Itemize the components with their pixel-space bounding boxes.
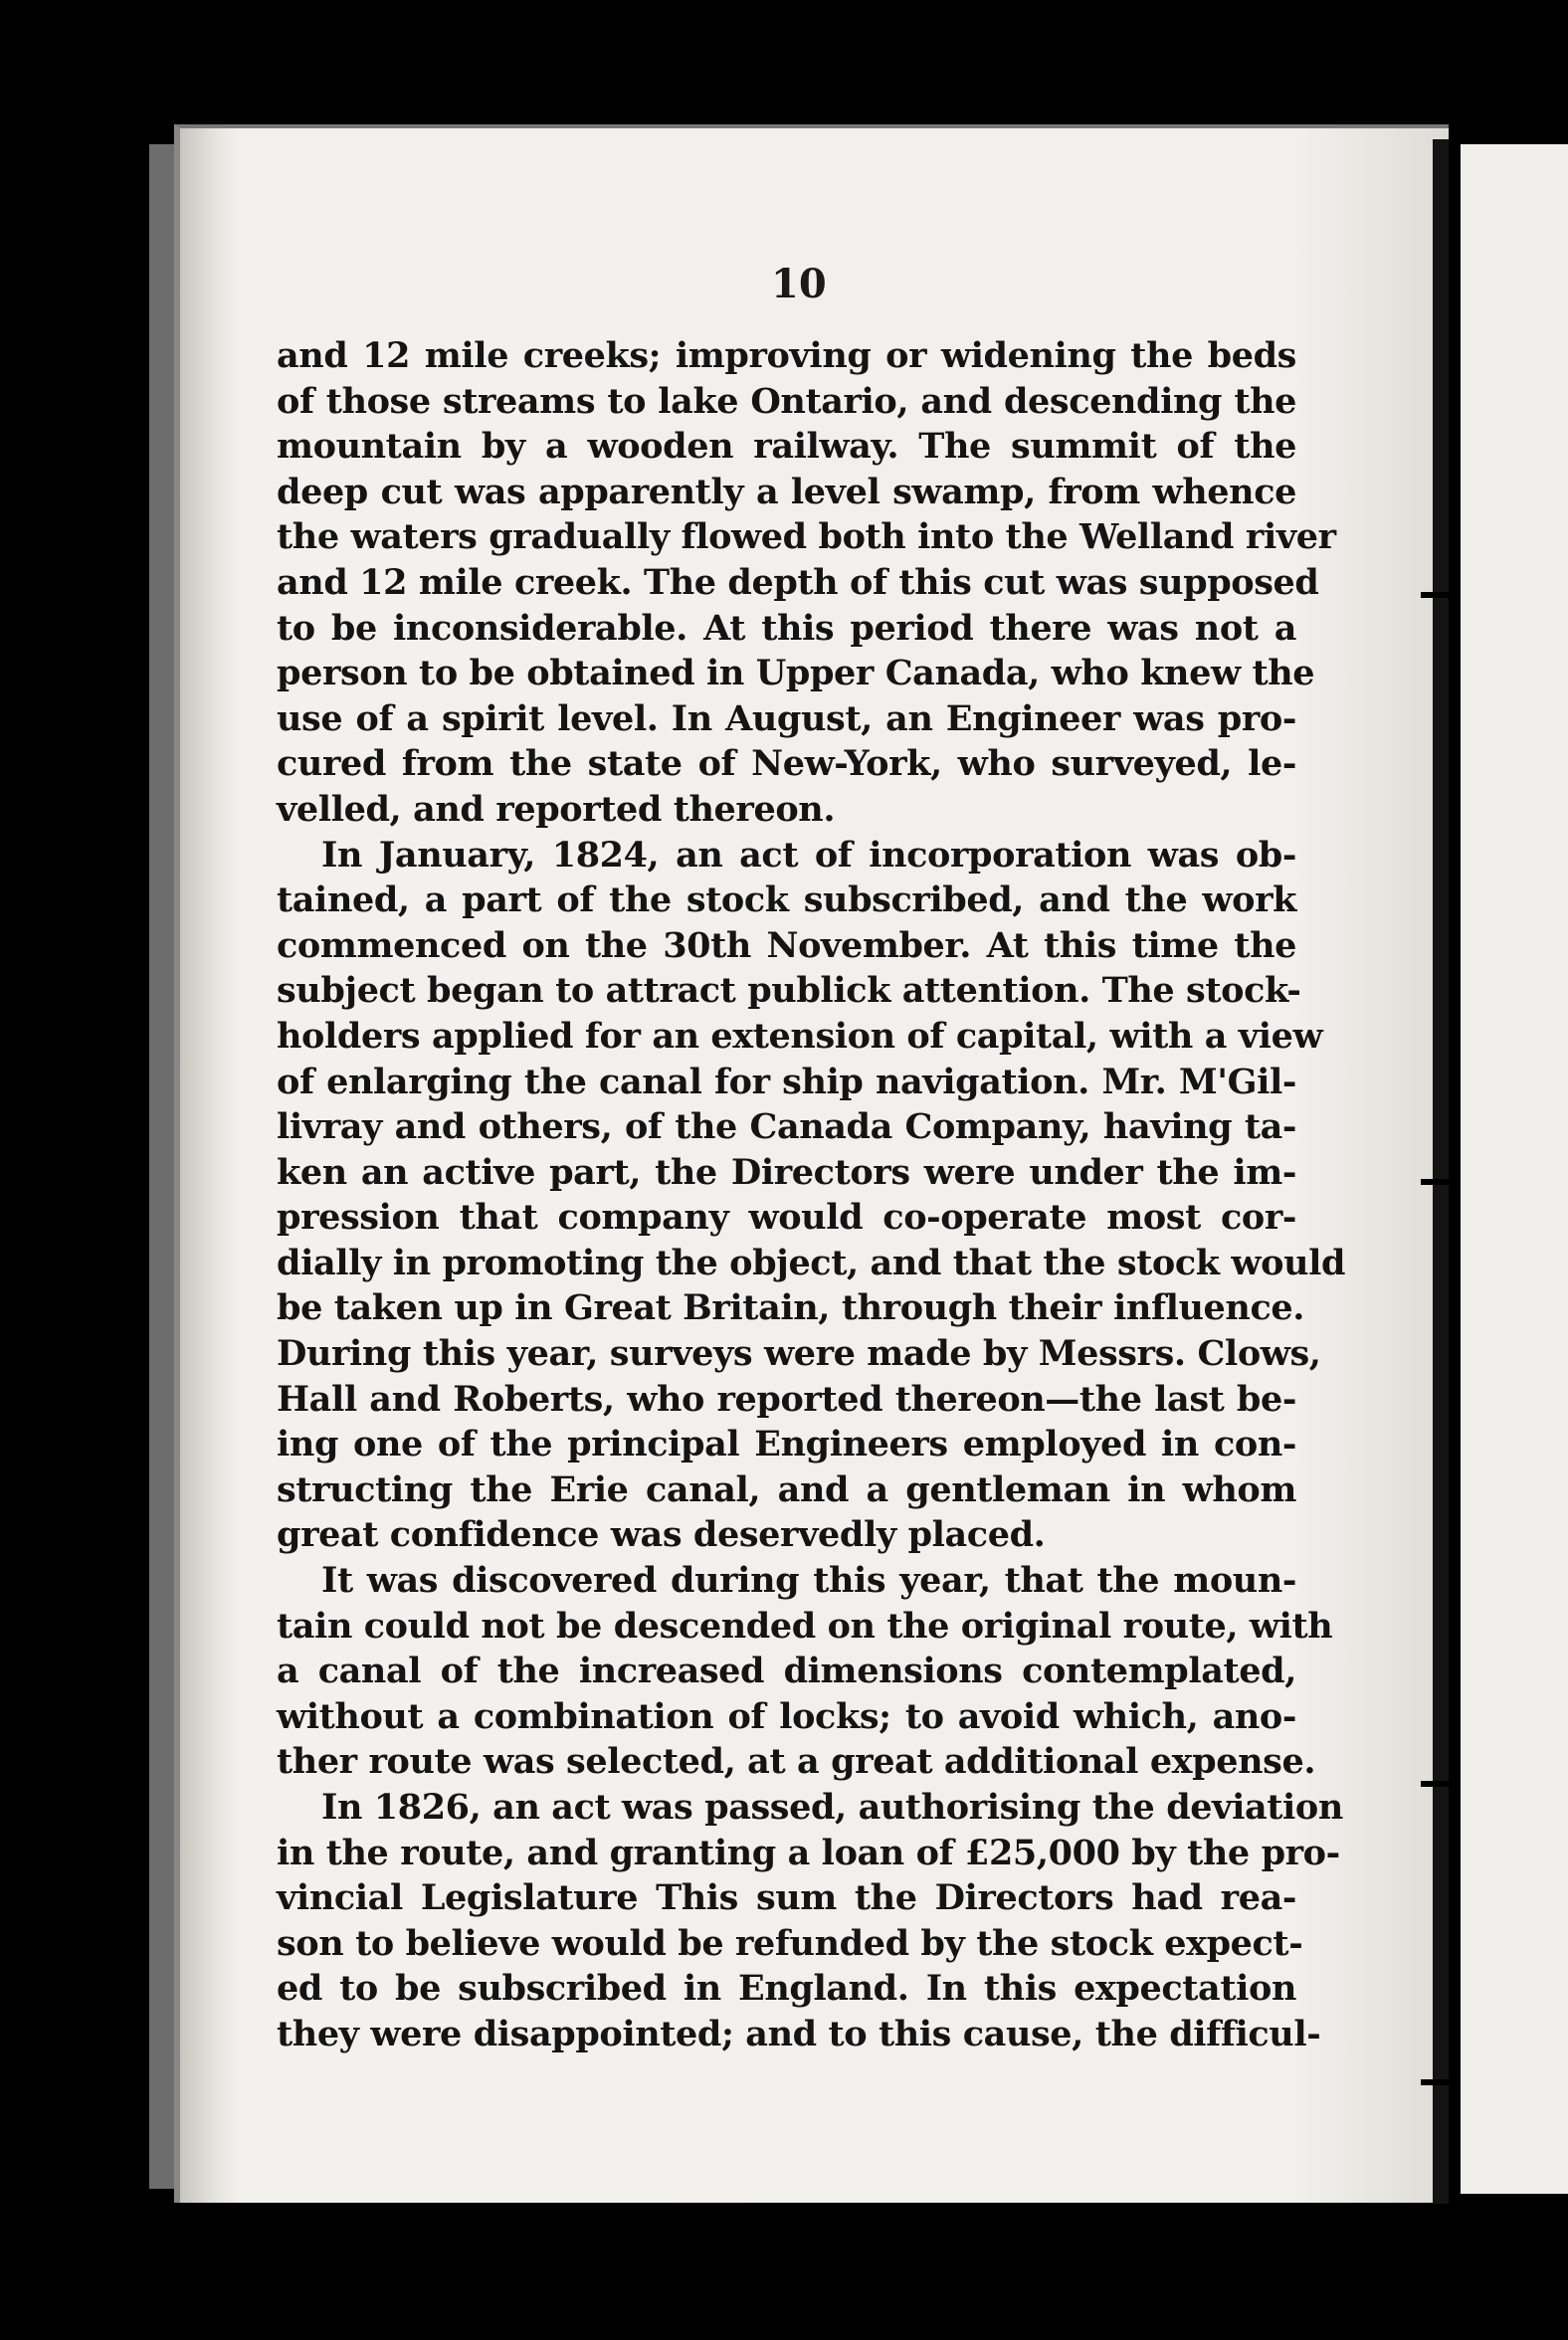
- text-line: dially in promoting the object, and that the stock would: [277, 1242, 1346, 1283]
- text-line: tain could not be descended on the original route, with: [277, 1605, 1333, 1647]
- text-line: of those streams to lake Ontario, and descending the: [277, 380, 1296, 422]
- text-line: son to believe would be refunded by the stock expect-: [277, 1922, 1303, 1964]
- text-line: a canal of the increased dimensions contemplated,: [277, 1651, 1296, 1692]
- text-line: mountain by a wooden railway. The summit of the: [277, 426, 1296, 468]
- text-line: ing one of the principal Engineers employed in con-: [277, 1424, 1296, 1465]
- facing-page-edge: [1461, 144, 1568, 2194]
- text-line: tained, a part of the stock subscribed, and the work: [277, 879, 1296, 921]
- binding-stitch: [1421, 1179, 1461, 1185]
- text-line: pression that company would co-operate most cor-: [277, 1197, 1296, 1239]
- text-line: livray and others, of the Canada Company, having ta-: [277, 1106, 1296, 1148]
- text-line: person to be obtained in Upper Canada, who knew the: [277, 653, 1315, 694]
- binding-stitch: [1421, 1781, 1461, 1787]
- text-line: commenced on the 30th November. At this time the: [277, 924, 1296, 966]
- text-line: without a combination of locks; to avoid which, ano-: [277, 1695, 1296, 1737]
- text-line: they were disappointed; and to this cause, the difficul-: [277, 2013, 1321, 2054]
- text-line: velled, and reported thereon.: [277, 788, 836, 830]
- text-line: use of a spirit level. In August, an Engineer was pro-: [277, 697, 1296, 739]
- text-line: During this year, surveys were made by Messrs. Clows,: [277, 1333, 1321, 1375]
- text-line: ken an active part, the Directors were under the im-: [277, 1151, 1296, 1193]
- page-number: 10: [771, 261, 827, 307]
- text-line: In 1826, an act was passed, authorising the deviation: [321, 1787, 1343, 1828]
- text-line: subject began to attract publick attention. The stock-: [277, 970, 1301, 1012]
- text-line: ther route was selected, at a great additional expense.: [277, 1741, 1316, 1783]
- text-line: ed to be subscribed in England. In this expectation: [277, 1968, 1296, 2010]
- binding-stitch: [1421, 2079, 1461, 2085]
- text-line: structing the Erie canal, and a gentleman in whom: [277, 1468, 1296, 1510]
- text-line: It was discovered during this year, that the moun-: [321, 1560, 1296, 1602]
- text-line: great confidence was deservedly placed.: [277, 1514, 1046, 1556]
- text-line: cured from the state of New-York, who surveyed, le-: [277, 743, 1296, 785]
- text-line: holders applied for an extension of capital, with a view: [277, 1015, 1323, 1057]
- binding-stitch: [1421, 592, 1461, 598]
- text-line: vincial Legislature This sum the Directors had rea-: [277, 1877, 1296, 1919]
- text-line: Hall and Roberts, who reported thereon—the last be-: [277, 1378, 1296, 1420]
- text-line: the waters gradually flowed both into the Welland river: [277, 516, 1336, 558]
- text-line: to be inconsiderable. At this period there was not a: [277, 607, 1296, 649]
- page-text: [277, 333, 1346, 2057]
- text-line: deep cut was apparently a level swamp, from whence: [277, 471, 1296, 512]
- text-line: and 12 mile creeks; improving or widening the beds: [277, 335, 1296, 376]
- text-line: be taken up in Great Britain, through their influence.: [277, 1287, 1305, 1329]
- text-line: In January, 1824, an act of incorporation was ob-: [321, 834, 1296, 876]
- book-binding: [1433, 139, 1449, 2204]
- text-line: in the route, and granting a loan of £25,000 by the pro-: [277, 1832, 1340, 1873]
- text-line: of enlarging the canal for ship navigation. Mr. M'Gil-: [277, 1061, 1296, 1102]
- text-line: and 12 mile creek. The depth of this cut was supposed: [277, 561, 1319, 603]
